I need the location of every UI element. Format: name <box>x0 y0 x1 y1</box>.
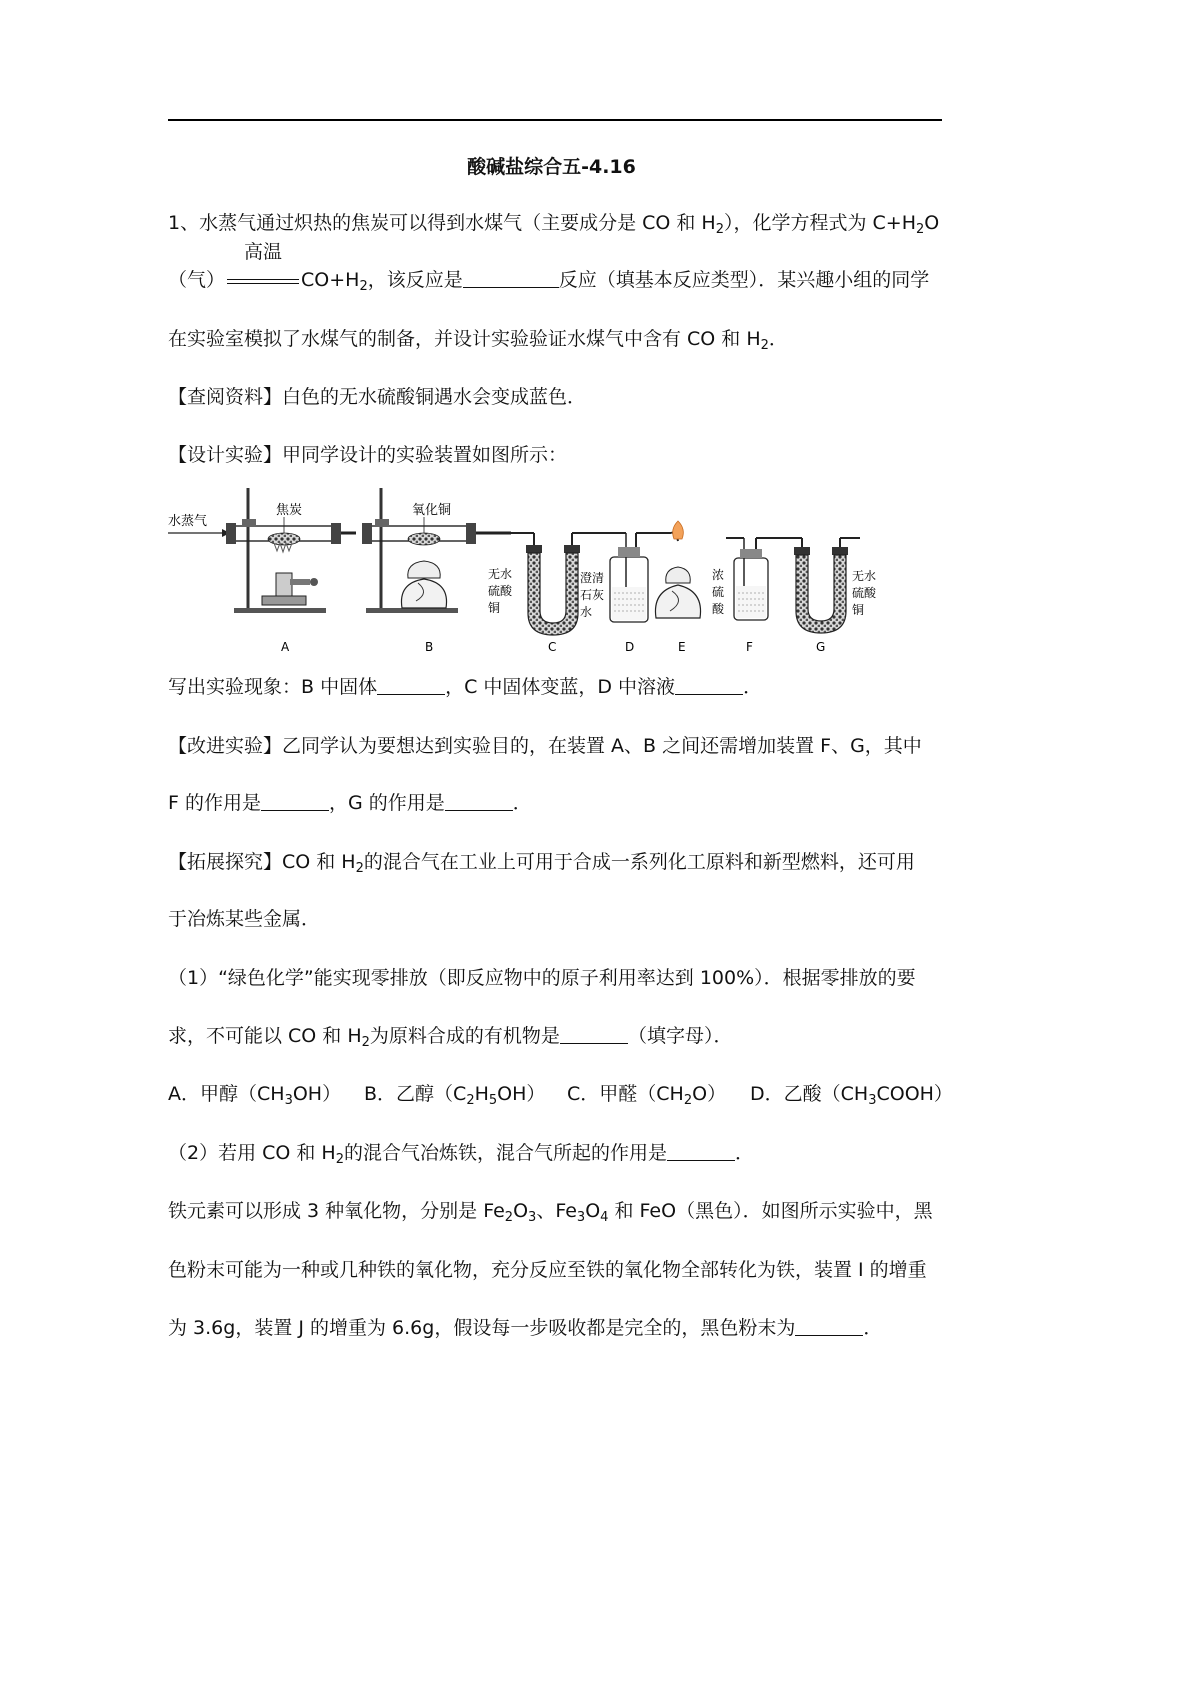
label-g-2: 硫酸 <box>852 586 877 600</box>
apparatus-e <box>655 521 700 654</box>
section-improve: 【改进实验】乙同学认为要想达到实验目的，在装置 A、B 之间还需增加装置 F、G，其中 <box>168 735 922 757</box>
subquestion-2: （2）若用 CO 和 $H_2$的混合气冶炼铁，混合气所起的作用是 ． <box>168 1142 755 1167</box>
question-1-line-1: 1、水蒸气通过炽热的焦炭可以得到水煤气（主要成分是 CO 和 $H_2$），化学方程式为 $C+H_2O$ <box>168 212 940 237</box>
option-c[interactable]: C．甲醛$(CH_2O)$ <box>567 1083 727 1108</box>
inlet-label: 水蒸气 <box>168 514 208 529</box>
label-cuo: 氧化铜 <box>412 503 452 518</box>
label-g-1: 无水 <box>852 569 877 583</box>
iron-oxide-line-1: 铁元素可以形成 3 种氧化物，分别是 $Fe_2O_3$、$Fe_3O_4$ 和 FeO（黑色）．如图所示实验中，黑 <box>168 1200 933 1225</box>
letter-c: C <box>548 640 557 654</box>
option-d[interactable]: D．乙酸$(CH_3COOH)$ <box>750 1083 953 1108</box>
subquestion-1: （1）“绿色化学”能实现零排放（即反应物中的原子利用率达到 100%）．根据零排放的要 <box>168 967 916 989</box>
subquestion-1-cont: 求，不可能以 CO 和 $H_2$为原料合成的有机物是 （填字母）． <box>168 1025 733 1050</box>
letter-g: G <box>816 640 826 654</box>
label-c-2: 硫酸 <box>488 584 513 598</box>
section-design: 【设计实验】甲同学设计的实验装置如图所示： <box>168 444 568 466</box>
label-f-3: 酸 <box>712 602 725 616</box>
label-coke: 焦炭 <box>276 503 303 518</box>
question-1-f-g-role: F 的作用是 ，G 的作用是 ． <box>168 792 532 814</box>
answer-blank-black-powder[interactable] <box>795 1317 863 1336</box>
letter-f: F <box>746 640 753 654</box>
label-d-2: 石灰 <box>580 588 605 602</box>
apparatus-figure <box>166 483 886 658</box>
page-title: 酸碱盐综合五-4.16 <box>467 156 636 178</box>
section-lookup: 【查阅资料】白色的无水硫酸铜遇水会变成蓝色． <box>168 386 587 408</box>
label-f-2: 硫 <box>712 585 725 599</box>
letter-d: D <box>625 640 635 654</box>
reaction-condition: 高温 <box>227 270 299 290</box>
apparatus-d <box>580 533 671 654</box>
answer-blank-reaction-type[interactable] <box>463 269 559 288</box>
iron-oxide-line-3: 为 3.6g，装置 J 的增重为 6.6g，假设每一步吸收都是完全的，黑色粉末为 ． <box>168 1317 883 1339</box>
label-g-3: 铜 <box>852 603 865 617</box>
apparatus-a <box>226 488 356 654</box>
label-d-3: 水 <box>580 605 593 619</box>
iron-oxide-line-2: 色粉末可能为一种或几种铁的氧化物，充分反应至铁的氧化物全部转化为铁，装置 I 的增重 <box>168 1259 927 1281</box>
letter-a: A <box>281 640 290 654</box>
option-b[interactable]: B．乙醇$(C_2H_5OH)$ <box>364 1083 546 1108</box>
header-rule <box>168 119 942 121</box>
label-c-1: 无水 <box>488 567 513 581</box>
apparatus-g <box>794 538 877 654</box>
answer-blank-f-role[interactable] <box>261 792 329 811</box>
option-a[interactable]: A．甲醇$(CH_3OH)$ <box>168 1083 342 1108</box>
question-1-line-3: 在实验室模拟了水煤气的制备，并设计实验验证水煤气中含有 CO 和 $H_2$． <box>168 328 788 353</box>
answer-blank-organic[interactable] <box>560 1025 628 1044</box>
question-1-line-2: （气） 高温 $CO+H_2$，该反应是 反应（填基本反应类型）．某兴趣小组的同学 <box>168 241 930 294</box>
section-extend-cont: 于冶炼某些金属． <box>168 908 321 930</box>
answer-blank-b-solid[interactable] <box>377 676 445 695</box>
letter-e: E <box>678 640 686 654</box>
section-extend: 【拓展探究】CO 和 $H_2$的混合气在工业上可用于合成一系列化工原料和新型燃料，还可用 <box>168 851 915 876</box>
apparatus-f <box>712 538 802 654</box>
label-f-1: 浓 <box>712 568 725 582</box>
question-1-phenomena: 写出实验现象：B 中固体 ，C 中固体变蓝，D 中溶液 ． <box>168 676 763 698</box>
label-c-3: 铜 <box>488 601 501 615</box>
answer-blank-g-role[interactable] <box>445 792 513 811</box>
answer-blank-d-solution[interactable] <box>675 676 743 695</box>
answer-blank-gas-role[interactable] <box>667 1142 735 1161</box>
label-d-1: 澄清 <box>580 571 605 585</box>
letter-b: B <box>425 640 434 654</box>
